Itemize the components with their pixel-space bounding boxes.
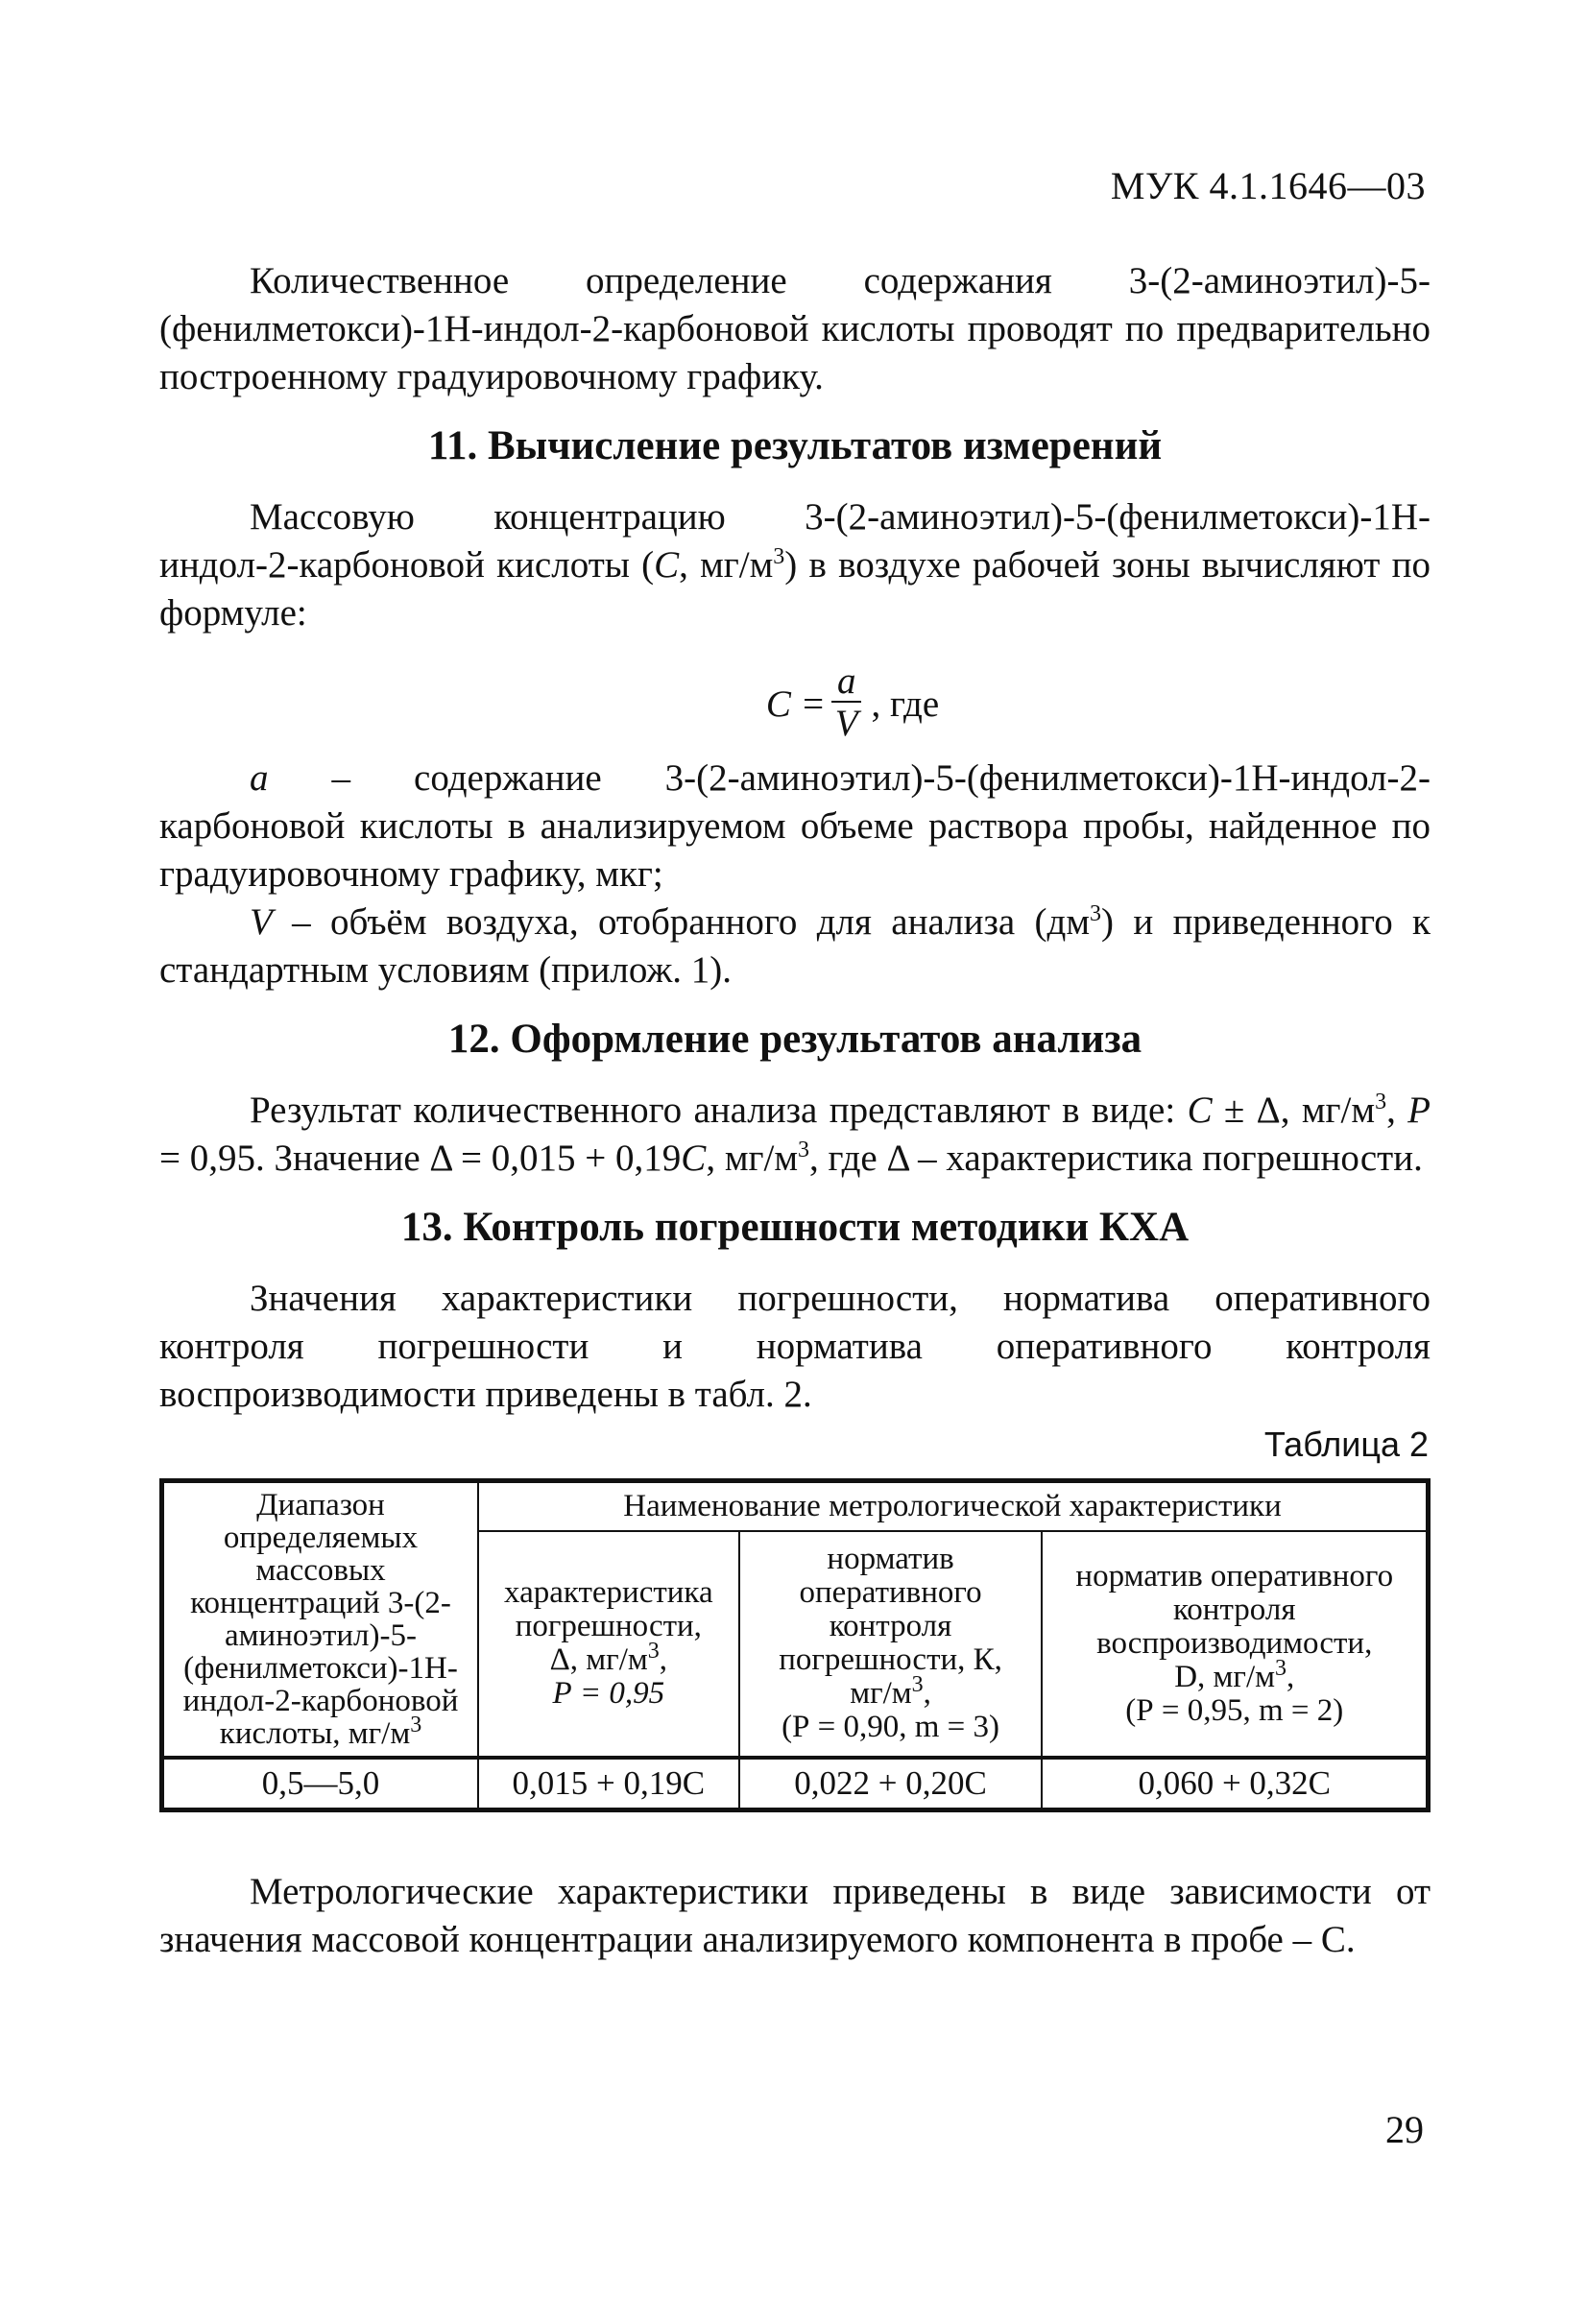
text-unit: $мг/м^3$, [850, 1672, 931, 1712]
superscript: 3 [410, 1713, 422, 1737]
formula-lhs: С = [765, 683, 826, 725]
superscript: 3 [1090, 901, 1102, 926]
page-content [159, 257, 1431, 1964]
text: мг/м [850, 1676, 912, 1712]
var-c: С [681, 1138, 707, 1179]
text: , где Δ – характеристика погрешности. [809, 1138, 1423, 1179]
superscript: 3 [1375, 1090, 1387, 1114]
after-table-paragraph: Метрологические характеристики приведены в виде зависимости от значения массовой концентрации анализируемого компонента в пробе – С. [159, 1871, 1431, 1960]
text: – содержание 3-(2-аминоэтил)-5-(фенилметокси)-1Н-индол-2-карбоновой кислоты в анализируемом объеме раствора пробы, найденное по градуировочному графику, мкг; [159, 757, 1431, 895]
text: Δ, мг/м [549, 1642, 648, 1678]
text: , мг/м [706, 1138, 799, 1179]
definition-a [159, 755, 1431, 898]
superscript: 3 [798, 1138, 810, 1162]
text: – объём воздуха, отобранного для анализа (дм [272, 901, 1091, 943]
formula [275, 662, 1431, 745]
section-12-title: 12. Оформление результатов анализа [447, 1017, 1142, 1062]
formula-numerator: a [831, 662, 862, 703]
intro-paragraph: Количественное определение содержания 3-(2-аминоэтил)-5-(фенилметокси)-1Н-индол-2-карбоновой кислоты проводят по предварительно построенному градуировочному графику. [159, 260, 1431, 397]
definition-v [159, 898, 1431, 994]
table-cell: 0,015 + 0,19С [478, 1758, 739, 1810]
range-column-header [162, 1481, 479, 1759]
text: норматив оперативного контроля погрешности, К, [779, 1542, 1002, 1678]
text-unit: Δ, $мг/м^3$, [549, 1639, 668, 1678]
text: , мг/м [679, 544, 774, 586]
section-12-paragraph [159, 1087, 1431, 1183]
section-13-paragraph: Значения характеристики погрешности, норматива оперативного контроля погрешности и норматива оперативного контроля воспроизводимости приведены в табл. 2. [159, 1278, 1431, 1415]
group-header: Наименование метрологической характеристики [478, 1481, 1429, 1531]
error-characteristic-header [478, 1531, 739, 1758]
formula-fraction [831, 662, 862, 745]
table-cell: 0,060 + 0,32С [1042, 1758, 1428, 1810]
text: Результат количественного анализа представляют в виде: [250, 1090, 1188, 1131]
var-v: V [250, 901, 273, 943]
text: = 0,95. Значение Δ = 0,015 + 0,19 [159, 1138, 682, 1179]
text: норматив оперативного контроля воспроизводимости, [1075, 1558, 1394, 1661]
table-cell: 0,022 + 0,20С [739, 1758, 1043, 1810]
document-code: МУК 4.1.1646—03 [1110, 164, 1426, 207]
page-number: 29 [1385, 2108, 1424, 2151]
section-11-title: 11. Вычисление результатов измерений [427, 423, 1163, 468]
var-p: Р [1407, 1090, 1431, 1131]
superscript: 3 [1275, 1655, 1287, 1681]
metrology-table [159, 1478, 1431, 1812]
table-cell: 0,5—5,0 [162, 1758, 479, 1810]
superscript: 3 [911, 1672, 924, 1698]
text: (Р = 0,95, m = 2) [1125, 1692, 1344, 1728]
text: D, мг/м [1174, 1659, 1276, 1694]
error-control-header [739, 1531, 1043, 1758]
text: Диапазон определяемых массовых концентраций 3-(2-аминоэтил)-5-(фенилметокси)-1Н-индол-2-карбоновой кислоты, мг/м [182, 1488, 459, 1751]
table-row [162, 1758, 1429, 1810]
var-a: a [250, 757, 269, 799]
reproducibility-control-header [1042, 1531, 1428, 1758]
text: ± Δ, мг/м [1212, 1090, 1376, 1131]
text: ) в воздухе рабочей зоны вычисляют по формуле: [159, 544, 1431, 634]
formula-denominator: V [834, 703, 858, 744]
text: , [1386, 1090, 1408, 1131]
superscript: 3 [773, 544, 785, 569]
text-unit: D, $мг/м^3$, [1174, 1655, 1295, 1694]
text: Массовую концентрацию 3-(2-аминоэтил)-5-(фенилметокси)-1Н-индол-2-карбоновой кислоты ( [159, 496, 1431, 586]
formula-suffix: , где [871, 683, 940, 725]
var-c: С [654, 544, 680, 586]
table-header-row [162, 1481, 1429, 1531]
table-caption: Таблица 2 [1263, 1425, 1429, 1464]
text: характеристика погрешности, [504, 1575, 713, 1644]
text: (Р = 0,90, m = 3) [781, 1710, 1000, 1745]
text: Р = 0,95 [552, 1676, 665, 1712]
superscript: 3 [647, 1639, 660, 1665]
section-13-title: 13. Контроль погрешности методики КХА [400, 1205, 1190, 1250]
var-c: С [1187, 1090, 1213, 1131]
section-11-paragraph [159, 493, 1431, 637]
text: ) и приведенного к стандартным условиям (прилож. 1). [159, 901, 1431, 991]
